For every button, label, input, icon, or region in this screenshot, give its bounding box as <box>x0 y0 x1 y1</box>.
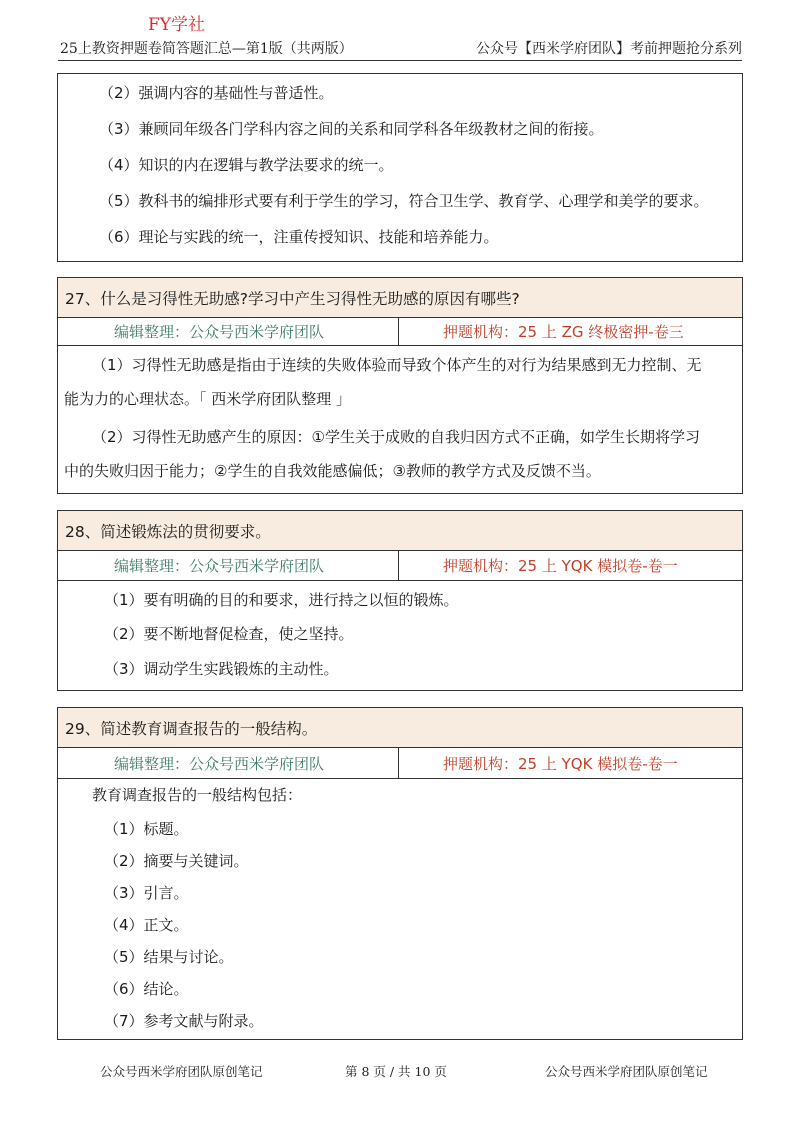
question-title: 28、简述锻炼法的贯彻要求。 <box>58 511 742 551</box>
header-divider <box>58 60 742 61</box>
question-title: 27、什么是习得性无助感?学习中产生习得性无助感的原因有哪些? <box>58 278 742 318</box>
list-item: （5）教科书的编排形式要有利于学生的学习，符合卫生学、教育学、心理学和美学的要求。 <box>99 192 709 210</box>
answer-line: （6）结论。 <box>104 980 189 998</box>
list-item: （4）知识的内在逻辑与教学法要求的统一。 <box>99 156 394 174</box>
answer-intro: 教育调查报告的一般结构包括： <box>92 786 303 804</box>
answer-line: （2）摘要与关键词。 <box>104 852 249 870</box>
answer-line: （3）引言。 <box>104 884 189 902</box>
question-27 <box>57 277 743 494</box>
question-meta <box>58 748 742 779</box>
question-29 <box>57 707 743 1040</box>
answer-line: （1）要有明确的目的和要求，进行持之以恒的锻炼。 <box>104 591 459 609</box>
header-series: 公众号【西米学府团队】考前押题抢分系列 <box>476 41 742 57</box>
question-meta <box>58 318 742 346</box>
editor-credit: 编辑整理：公众号西米学府团队 <box>58 748 399 778</box>
answer-line: 中的失败归因于能力；②学生的自我效能感偏低；③教师的教学方式及反馈不当。 <box>64 462 601 480</box>
answer-continuation-box <box>57 73 743 262</box>
source-credit: 押题机构：25 上 ZG 终极密押-卷三 <box>443 323 684 341</box>
question-28 <box>57 510 743 691</box>
list-item: （6）理论与实践的统一，注重传授知识、技能和培养能力。 <box>99 228 499 246</box>
answer-line: （4）正文。 <box>104 916 189 934</box>
page-number: 第 8 页 / 共 10 页 <box>345 1064 447 1079</box>
editor-credit: 编辑整理：公众号西米学府团队 <box>58 551 399 580</box>
question-title: 29、简述教育调查报告的一般结构。 <box>58 708 742 748</box>
answer-line: 能为力的心理状态。「 西米学府团队整理 」 <box>64 390 352 408</box>
footer-left: 公众号西米学府团队原创笔记 <box>100 1064 263 1079</box>
answer-line: （2）习得性无助感产生的原因：①学生关于成败的自我归因方式不正确，如学生长期将学习 <box>92 428 700 446</box>
answer-line: （1）习得性无助感是指由于连续的失败体验而导致个体产生的对行为结果感到无力控制、无 <box>92 356 702 374</box>
footer-right: 公众号西米学府团队原创笔记 <box>545 1064 708 1079</box>
editor-credit: 编辑整理：公众号西米学府团队 <box>58 318 399 345</box>
list-item: （2）强调内容的基础性与普适性。 <box>99 84 334 102</box>
answer-line: （3）调动学生实践锻炼的主动性。 <box>104 660 339 678</box>
answer-line: （2）要不断地督促检查，使之坚持。 <box>104 625 354 643</box>
answer-line: （5）结果与讨论。 <box>104 948 234 966</box>
watermark: FY学社 <box>148 15 206 35</box>
question-meta <box>58 551 742 581</box>
list-item: （3）兼顾同年级各门学科内容之间的关系和同学科各年级教材之间的衔接。 <box>99 120 604 138</box>
source-credit: 押题机构：25 上 YQK 模拟卷-卷一 <box>443 557 678 575</box>
answer-line: （1）标题。 <box>104 820 189 838</box>
source-credit: 押题机构：25 上 YQK 模拟卷-卷一 <box>443 754 678 773</box>
header-title: 25上教资押题卷简答题汇总—第1版（共两版） <box>60 41 353 57</box>
answer-line: （7）参考文献与附录。 <box>104 1012 264 1030</box>
